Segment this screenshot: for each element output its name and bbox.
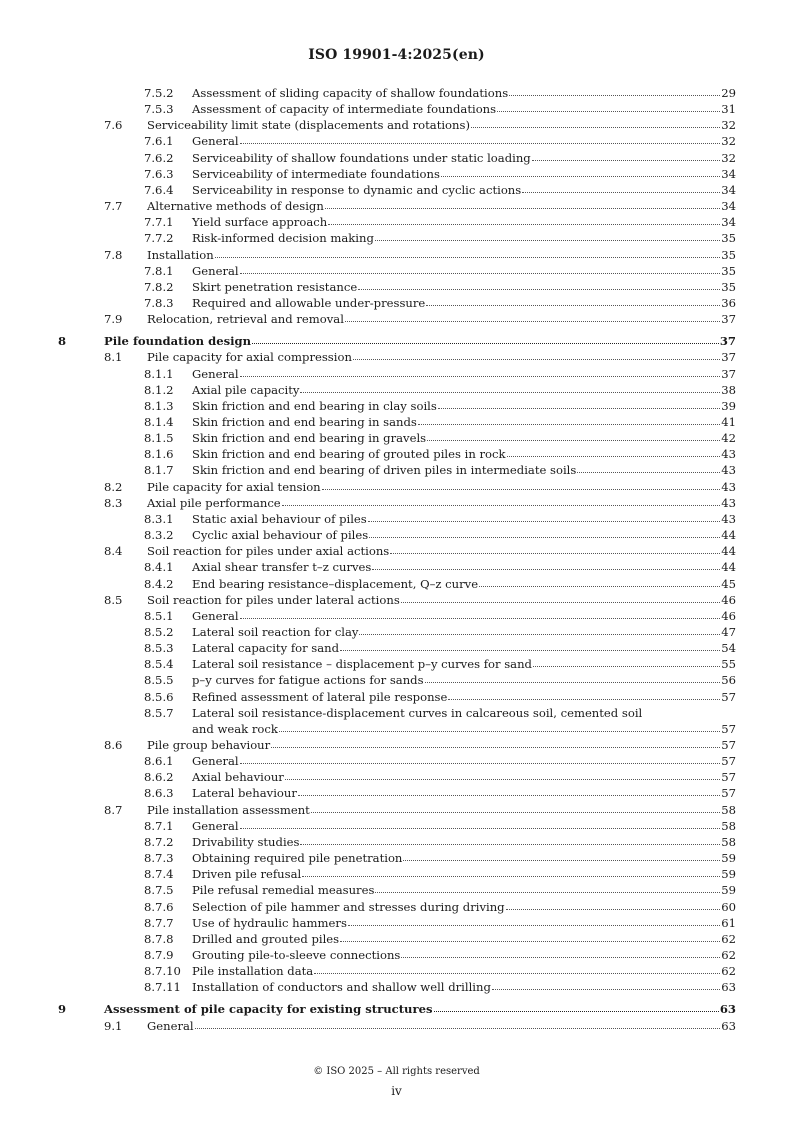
toc-entry[interactable] xyxy=(0,608,793,624)
toc-entry-page: 57 xyxy=(721,721,736,736)
toc-entry[interactable] xyxy=(0,1001,793,1017)
toc-entry[interactable] xyxy=(0,214,793,230)
toc-entry-number: 8.5.5 xyxy=(144,673,174,688)
toc-entry-page: 63 xyxy=(721,1018,736,1033)
toc-entry-number: 8.4 xyxy=(104,544,123,559)
dot-leader xyxy=(369,526,720,538)
toc-entry-number: 8 xyxy=(58,334,67,349)
toc-entry-page: 58 xyxy=(721,802,736,817)
toc-entry-title: Pile capacity for axial compression xyxy=(147,350,352,365)
toc-entry-number: 8.5.7 xyxy=(144,705,174,720)
dot-leader xyxy=(340,639,720,651)
toc-entry-page: 58 xyxy=(721,834,736,849)
toc-entry-page: 61 xyxy=(721,915,736,930)
toc-entry-number: 8.5.3 xyxy=(144,641,174,656)
dot-leader xyxy=(390,542,720,554)
dot-leader xyxy=(368,510,721,522)
toc-entry-title: and weak rock xyxy=(192,721,278,736)
toc-entry[interactable] xyxy=(0,527,793,543)
dot-leader xyxy=(353,348,720,360)
toc-entry-title: General xyxy=(192,608,239,623)
toc-entry[interactable] xyxy=(0,705,793,737)
toc-entry-number: 7.6.2 xyxy=(144,150,174,165)
toc-entry-title: Driven pile refusal xyxy=(192,867,302,882)
toc-entry[interactable] xyxy=(0,802,793,818)
dot-leader xyxy=(438,397,720,409)
toc-entry[interactable] xyxy=(0,117,793,133)
toc-entry-page: 44 xyxy=(721,560,736,575)
toc-entry-title: Installation xyxy=(147,247,214,262)
toc-entry-page: 45 xyxy=(721,576,736,591)
toc-entry-number: 8.5.4 xyxy=(144,657,174,672)
toc-entry-page: 46 xyxy=(721,592,736,607)
toc-entry-page: 55 xyxy=(721,657,736,672)
toc-entry-page: 32 xyxy=(721,118,736,133)
toc-entry[interactable] xyxy=(0,479,793,495)
toc-entry[interactable] xyxy=(0,166,793,182)
toc-entry-number: 8.7.11 xyxy=(144,980,181,995)
toc-entry-page: 57 xyxy=(721,738,736,752)
toc-entry-number: 8.7.4 xyxy=(144,867,174,882)
toc-entry-title: Lateral soil reaction for clay xyxy=(192,624,359,639)
dot-leader xyxy=(532,149,721,161)
toc-entry-title: Skirt penetration resistance xyxy=(192,279,358,294)
toc-entry-page: 57 xyxy=(721,770,736,785)
toc-entry[interactable] xyxy=(0,446,793,462)
toc-entry-page: 37 xyxy=(721,366,736,381)
toc-entry[interactable] xyxy=(0,624,793,640)
dot-leader xyxy=(311,801,720,813)
toc-entry-title: Relocation, retrieval and removal xyxy=(147,312,344,327)
toc-entry[interactable] xyxy=(0,182,793,198)
page-header-title: ISO 19901-4:2025(en) xyxy=(308,47,485,63)
toc-entry-title: Axial shear transfer t–z curves xyxy=(192,560,372,575)
toc-entry[interactable] xyxy=(0,495,793,511)
toc-entry[interactable] xyxy=(0,737,793,753)
toc-entry-number: 7.5.2 xyxy=(144,86,174,100)
toc-entry-page: 31 xyxy=(721,102,736,117)
toc-entry-title: General xyxy=(192,818,239,833)
dot-leader xyxy=(325,197,720,209)
toc-entry-page: 37 xyxy=(719,334,736,349)
toc-entry-title: Pile capacity for axial tension xyxy=(147,479,321,494)
dot-leader xyxy=(497,100,720,112)
toc-entry[interactable] xyxy=(0,963,793,979)
dot-leader xyxy=(441,165,720,177)
toc-entry-page: 42 xyxy=(721,431,736,446)
footer-copyright: © ISO 2025 – All rights reserved xyxy=(313,1066,480,1077)
toc-entry-number: 8.2 xyxy=(104,479,123,494)
dot-leader xyxy=(328,213,720,225)
dot-leader xyxy=(302,865,720,877)
dot-leader xyxy=(279,720,720,732)
dot-leader xyxy=(240,262,721,274)
dot-leader xyxy=(401,946,720,958)
toc-entry-page: 44 xyxy=(721,528,736,543)
dot-leader xyxy=(240,752,721,764)
toc-entry-number: 8.7.7 xyxy=(144,915,174,930)
toc-entry-page: 54 xyxy=(721,641,736,656)
toc-entry-title: Serviceability in response to dynamic and cyclic actions xyxy=(192,182,522,197)
dot-leader xyxy=(506,898,721,910)
dot-leader xyxy=(425,671,721,683)
toc-entry[interactable] xyxy=(0,349,793,365)
dot-leader xyxy=(426,294,720,306)
toc-entry-number: 8.5.6 xyxy=(144,689,174,704)
toc-entry-number: 8.3 xyxy=(104,495,123,510)
toc-entry-number: 7.6 xyxy=(104,118,123,133)
toc-entry[interactable] xyxy=(0,230,793,246)
dot-leader xyxy=(195,1017,721,1029)
toc-entry[interactable] xyxy=(0,753,793,769)
toc-entry[interactable] xyxy=(0,101,793,117)
toc-entry-number: 8.7.8 xyxy=(144,931,174,946)
toc-entry-page: 34 xyxy=(721,199,736,214)
dot-leader xyxy=(359,623,720,635)
toc-entry-title: Selection of pile hammer and stresses during driving xyxy=(192,899,505,914)
dot-leader xyxy=(375,229,720,241)
toc-entry-number: 8.7.2 xyxy=(144,834,174,849)
toc-entry-number: 7.6.1 xyxy=(144,134,174,149)
toc-entry[interactable] xyxy=(0,899,793,915)
toc-entry-number: 7.8.1 xyxy=(144,263,174,278)
toc-entry-number: 8.1.6 xyxy=(144,447,174,462)
toc-entry[interactable] xyxy=(0,295,793,311)
toc-entry-title: Refined assessment of lateral pile response xyxy=(192,689,448,704)
toc-entry-page: 57 xyxy=(721,754,736,769)
toc-entry[interactable] xyxy=(0,592,793,608)
toc-entry-page: 63 xyxy=(719,1002,736,1017)
toc-entry[interactable] xyxy=(0,769,793,785)
toc-entry-number: 7.6.3 xyxy=(144,166,174,181)
toc-entry-page: 56 xyxy=(721,673,736,688)
toc-entry[interactable] xyxy=(0,414,793,430)
footer-page-number: iv xyxy=(391,1084,402,1098)
toc-entry[interactable] xyxy=(0,915,793,931)
toc-entry[interactable] xyxy=(0,818,793,834)
toc-entry-title: Obtaining required pile penetration xyxy=(192,851,403,866)
toc-entry-title: Lateral soil resistance-displacement curves in calcareous soil, cemented soil xyxy=(192,705,643,720)
toc-entry[interactable] xyxy=(0,198,793,214)
toc-entry-title: Skin friction and end bearing of driven piles in intermediate soils xyxy=(192,463,577,478)
dot-leader xyxy=(507,445,721,457)
toc-entry-page: 62 xyxy=(721,931,736,946)
toc-entry-title: Assessment of sliding capacity of shallow foundations xyxy=(192,86,509,100)
toc-entry[interactable] xyxy=(0,398,793,414)
toc-entry-page: 58 xyxy=(721,818,736,833)
toc-entry-number: 8.6.1 xyxy=(144,754,174,769)
dot-leader xyxy=(348,914,720,926)
toc-entry-title: Static axial behaviour of piles xyxy=(192,511,367,526)
toc-entry-title: Assessment of capacity of intermediate foundations xyxy=(192,102,497,117)
toc-entry[interactable] xyxy=(0,640,793,656)
dot-leader xyxy=(240,365,721,377)
toc-entry-title: Axial pile performance xyxy=(147,495,281,510)
toc-entry-number: 7.5.3 xyxy=(144,102,174,117)
toc-entry-page: 35 xyxy=(721,231,736,246)
toc-entry-page: 36 xyxy=(721,295,736,310)
dot-leader xyxy=(434,1000,719,1012)
toc-entry[interactable] xyxy=(0,543,793,559)
toc-entry-title: Alternative methods of design xyxy=(147,199,324,214)
toc-entry[interactable] xyxy=(0,834,793,850)
toc-entry-title: Risk-informed decision making xyxy=(192,231,374,246)
dot-leader xyxy=(471,116,720,128)
toc-entry-number: 8.1.2 xyxy=(144,382,174,397)
toc-entry-title: Serviceability of shallow foundations under static loading xyxy=(192,150,531,165)
toc-entry-number: 8.3.2 xyxy=(144,528,174,543)
toc-entry-number: 8.1.5 xyxy=(144,431,174,446)
toc-entry-title: p–y curves for fatigue actions for sands xyxy=(192,673,424,688)
dot-leader xyxy=(401,591,720,603)
dot-leader xyxy=(271,736,720,748)
dot-leader xyxy=(285,768,720,780)
toc-entry-title: General xyxy=(192,366,239,381)
toc-entry-number: 7.8.2 xyxy=(144,279,174,294)
toc-entry[interactable] xyxy=(0,150,793,166)
toc-entry[interactable] xyxy=(0,1018,793,1034)
toc-entry-title: Pile refusal remedial measures xyxy=(192,883,375,898)
toc-entry[interactable] xyxy=(0,333,793,349)
toc-entry-title: General xyxy=(192,754,239,769)
toc-entry-number: 8.1.3 xyxy=(144,398,174,413)
toc-entry-number: 8.7.5 xyxy=(144,883,174,898)
toc-entry-title: Pile group behaviour xyxy=(147,738,271,752)
toc-entry-page: 32 xyxy=(721,134,736,149)
dot-leader xyxy=(298,784,720,796)
toc-entry-title: Skin friction and end bearing of grouted piles in rock xyxy=(192,447,506,462)
toc-entry[interactable] xyxy=(0,576,793,592)
dot-leader xyxy=(252,332,719,344)
dot-leader xyxy=(314,962,720,974)
toc-entry-title: Cyclic axial behaviour of piles xyxy=(192,528,369,543)
toc-entry-title: General xyxy=(192,134,239,149)
toc-entry-title: Assessment of pile capacity for existing structures xyxy=(104,1002,433,1017)
toc-entry-page: 41 xyxy=(721,415,736,429)
toc-entry-number: 7.7.1 xyxy=(144,215,174,230)
dot-leader xyxy=(533,655,720,667)
toc-entry-number: 7.8 xyxy=(104,247,123,262)
dot-leader xyxy=(240,817,721,829)
toc-entry-title: Skin friction and end bearing in sands xyxy=(192,415,417,429)
toc-entry-title: Soil reaction for piles under axial actions xyxy=(147,544,390,559)
toc-entry-number: 9 xyxy=(58,1002,67,1017)
toc-entry-number: 8.7.6 xyxy=(144,899,174,914)
toc-entry[interactable] xyxy=(0,382,793,398)
toc-entry-page: 43 xyxy=(721,463,736,478)
toc-entry-number: 8.4.1 xyxy=(144,560,174,575)
toc-entry-number: 8.5 xyxy=(104,592,123,607)
toc-entry-number: 8.6.2 xyxy=(144,770,174,785)
toc-entry[interactable] xyxy=(0,850,793,866)
dot-leader xyxy=(479,575,720,587)
toc-entry-title: Use of hydraulic hammers xyxy=(192,915,347,930)
toc-entry-number: 8.1 xyxy=(104,350,123,365)
dot-leader xyxy=(345,310,720,322)
dot-leader xyxy=(418,413,720,425)
dot-leader xyxy=(509,84,720,96)
toc-entry-number: 7.7 xyxy=(104,199,123,214)
toc-entry-page: 38 xyxy=(721,382,736,397)
toc-entry-page: 46 xyxy=(721,608,736,623)
toc-entry-page: 62 xyxy=(721,947,736,962)
toc-entry[interactable] xyxy=(0,311,793,327)
toc-entry-number: 7.7.2 xyxy=(144,231,174,246)
toc-entry-page: 35 xyxy=(721,263,736,278)
toc-entry-page: 34 xyxy=(721,166,736,181)
toc-entry-number: 8.7.9 xyxy=(144,947,174,962)
toc-entry-page: 62 xyxy=(721,964,736,979)
toc-entry-page: 35 xyxy=(721,279,736,294)
toc-entry-page: 35 xyxy=(721,247,736,262)
toc-entry[interactable] xyxy=(0,947,793,963)
toc-entry-page: 59 xyxy=(721,867,736,882)
toc-entry-title: General xyxy=(147,1018,194,1033)
toc-entry-number: 8.1.1 xyxy=(144,366,174,381)
toc-entry[interactable] xyxy=(0,430,793,446)
toc-entry-page: 37 xyxy=(721,312,736,327)
toc-entry-number: 8.4.2 xyxy=(144,576,174,591)
toc-entry-page: 60 xyxy=(721,899,736,914)
toc-entry[interactable] xyxy=(0,263,793,279)
toc-entry-page: 34 xyxy=(721,182,736,197)
toc-entry-page: 32 xyxy=(721,150,736,165)
toc-entry-title: Pile foundation design xyxy=(104,334,252,349)
toc-entry-title: Lateral capacity for sand xyxy=(192,641,340,656)
toc-entry-page: 59 xyxy=(721,851,736,866)
dot-leader xyxy=(372,558,720,570)
toc-entry-page: 43 xyxy=(721,511,736,526)
toc-entry-number: 8.6 xyxy=(104,738,123,752)
dot-leader xyxy=(577,461,720,473)
toc-entry-number: 8.7 xyxy=(104,802,123,817)
toc-entry-title: Required and allowable under-pressure xyxy=(192,295,426,310)
toc-entry-number: 7.6.4 xyxy=(144,182,174,197)
toc-entry-number: 8.3.1 xyxy=(144,511,174,526)
dot-leader xyxy=(492,978,720,990)
toc-entry-page: 43 xyxy=(721,479,736,494)
toc-entry-page: 43 xyxy=(721,495,736,510)
toc-entry-page: 34 xyxy=(721,215,736,230)
toc-entry[interactable] xyxy=(0,511,793,527)
toc-entry-title: Pile installation data xyxy=(192,964,314,979)
toc-entry-title: Installation of conductors and shallow well drilling xyxy=(192,980,491,995)
toc-entry-title: Serviceability limit state (displacements and rotations) xyxy=(147,118,470,133)
toc-entry-title: Grouting pile-to-sleeve connections xyxy=(192,947,401,962)
dot-leader xyxy=(375,881,720,893)
toc-entry-number: 9.1 xyxy=(104,1018,123,1033)
toc-entry-title: Drivability studies xyxy=(192,834,300,849)
toc-entry[interactable] xyxy=(0,656,793,672)
toc-entry[interactable] xyxy=(0,279,793,295)
toc-entry-page: 63 xyxy=(721,980,736,995)
dot-leader xyxy=(240,132,721,144)
toc-entry-number: 7.9 xyxy=(104,312,123,327)
toc-entry-title: General xyxy=(192,263,239,278)
toc-entry[interactable] xyxy=(0,559,793,575)
dot-leader xyxy=(240,607,721,619)
toc-entry-number: 8.5.1 xyxy=(144,608,174,623)
toc-entry[interactable] xyxy=(0,931,793,947)
toc-entry-number: 8.7.1 xyxy=(144,818,174,833)
toc-entry-title: Skin friction and end bearing in gravels xyxy=(192,431,427,446)
toc-entry-title: Soil reaction for piles under lateral actions xyxy=(147,592,400,607)
toc-entry-page: 44 xyxy=(721,544,736,559)
toc-entry[interactable] xyxy=(0,672,793,688)
toc-entry-title: Drilled and grouted piles xyxy=(192,931,340,946)
toc-entry-title: Lateral behaviour xyxy=(192,786,297,801)
dot-leader xyxy=(340,930,720,942)
toc-entry-page: 37 xyxy=(721,350,736,365)
toc-entry[interactable] xyxy=(0,133,793,149)
toc-entry-title: Lateral soil resistance – displacement p–y curves for sand xyxy=(192,657,532,672)
toc-entry-page: 59 xyxy=(721,883,736,898)
toc-entry-number: 8.1.4 xyxy=(144,415,174,429)
toc-entry-number: 8.1.7 xyxy=(144,463,174,478)
dot-leader xyxy=(448,688,720,700)
dot-leader xyxy=(282,494,721,506)
toc-entry-page: 57 xyxy=(721,689,736,704)
dot-leader xyxy=(215,246,721,258)
toc-entry-page: 43 xyxy=(721,447,736,462)
toc-entry-number: 8.5.2 xyxy=(144,624,174,639)
toc-entry-title: Axial behaviour xyxy=(192,770,284,785)
toc-entry-number: 8.7.3 xyxy=(144,851,174,866)
toc-entry-number: 7.8.3 xyxy=(144,295,174,310)
toc-entry-title: Axial pile capacity xyxy=(192,382,300,397)
toc-entry-number: 8.7.10 xyxy=(144,964,181,979)
dot-leader xyxy=(358,278,720,290)
toc-entry[interactable] xyxy=(0,462,793,478)
toc-entry-title: End bearing resistance–displacement, Q–z curve xyxy=(192,576,479,591)
toc-entry-title: Pile installation assessment xyxy=(147,802,310,817)
dot-leader xyxy=(322,478,721,490)
toc-entry[interactable] xyxy=(0,866,793,882)
toc-entry-title: Skin friction and end bearing in clay soils xyxy=(192,398,437,413)
toc-entry[interactable] xyxy=(0,689,793,705)
toc-entry-number: 8.6.3 xyxy=(144,786,174,801)
dot-leader xyxy=(403,849,720,861)
toc-entry[interactable] xyxy=(0,366,793,382)
dot-leader xyxy=(300,381,720,393)
toc-entry[interactable] xyxy=(0,979,793,995)
toc-entry-page: 57 xyxy=(721,786,736,801)
dot-leader xyxy=(300,833,720,845)
dot-leader xyxy=(522,181,720,193)
toc-entry[interactable] xyxy=(0,85,793,101)
toc-entry-title: Yield surface approach xyxy=(192,215,328,230)
dot-leader xyxy=(427,429,720,441)
toc-entry-page: 47 xyxy=(721,624,736,639)
toc-entry[interactable] xyxy=(0,247,793,263)
toc-entry[interactable] xyxy=(0,785,793,801)
toc-entry-page: 29 xyxy=(721,86,736,100)
toc-entry-title: Serviceability of intermediate foundations xyxy=(192,166,440,181)
toc-entry-page: 39 xyxy=(721,398,736,413)
toc-entry[interactable] xyxy=(0,882,793,898)
